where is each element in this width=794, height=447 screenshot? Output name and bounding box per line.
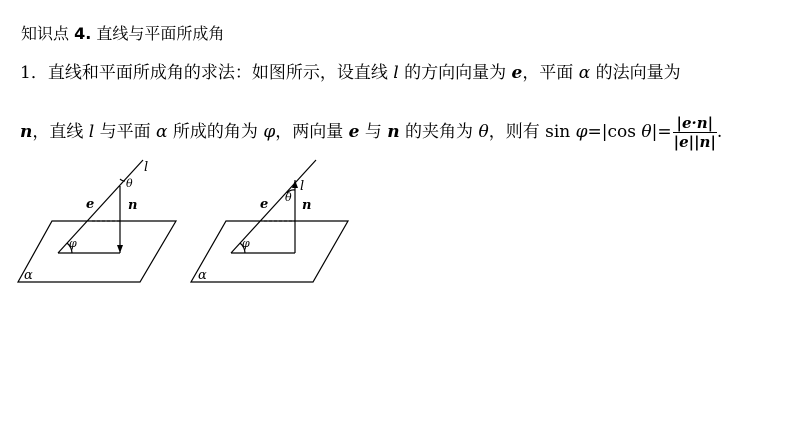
text-run: ，则有 sin — [488, 122, 576, 142]
heading-label: 知识点 — [21, 24, 70, 43]
heading-number: 4 — [74, 24, 86, 43]
text-run: ，两向量 — [275, 122, 349, 142]
text-run: . — [716, 122, 723, 142]
text-run: 的法向量为 — [590, 63, 681, 83]
label-n: n — [128, 198, 138, 213]
symbol-phi: φ — [575, 122, 588, 142]
heading-title: 直线与平面所成角 — [96, 24, 225, 43]
figure-left — [18, 160, 176, 283]
arrowhead-n-left — [117, 245, 123, 253]
item-number: 1． — [20, 63, 48, 83]
label-theta: θ — [126, 177, 133, 190]
fraction-denominator: |e||n| — [673, 133, 716, 151]
plane-alpha-left — [18, 221, 176, 282]
text-run: 所成的角为 — [167, 122, 264, 142]
label-alpha: α — [24, 268, 33, 283]
symbol-l: l — [88, 122, 95, 142]
plane-alpha-right — [191, 221, 348, 282]
symbol-theta: θ — [478, 122, 489, 142]
text-run: 的方向向量为 — [398, 63, 512, 83]
text-run: 的夹角为 — [399, 122, 479, 142]
fraction-numerator: |e·n| — [673, 114, 717, 133]
text-run: ，平面 — [522, 63, 579, 83]
vector-n: n — [387, 122, 400, 142]
text-run: 直线和平面所成角的求法：如图所示，设直线 — [47, 63, 394, 83]
text-run: 与 — [359, 122, 388, 142]
text-run: =|cos — [587, 122, 642, 142]
label-phi: φ — [69, 237, 77, 250]
label-e: e — [86, 197, 95, 212]
text-run: |= — [651, 122, 672, 142]
vector-e: e — [348, 122, 360, 142]
heading-separator: . — [85, 24, 92, 43]
text-run: 与平面 — [94, 122, 157, 142]
label-n: n — [302, 198, 312, 213]
symbol-phi: φ — [263, 122, 276, 142]
symbol-alpha: α — [156, 122, 168, 142]
vector-e: e — [511, 63, 523, 83]
label-l: l — [300, 179, 305, 194]
label-e: e — [260, 197, 269, 212]
label-theta: θ — [285, 191, 292, 204]
figure-right — [191, 160, 348, 283]
label-l: l — [144, 160, 149, 175]
label-phi: φ — [242, 237, 250, 250]
symbol-l: l — [393, 63, 399, 83]
symbol-theta: θ — [641, 122, 652, 142]
symbol-alpha: α — [578, 63, 591, 83]
text-run: ，直线 — [32, 122, 89, 142]
label-alpha: α — [198, 268, 207, 283]
vector-n: n — [20, 122, 33, 142]
